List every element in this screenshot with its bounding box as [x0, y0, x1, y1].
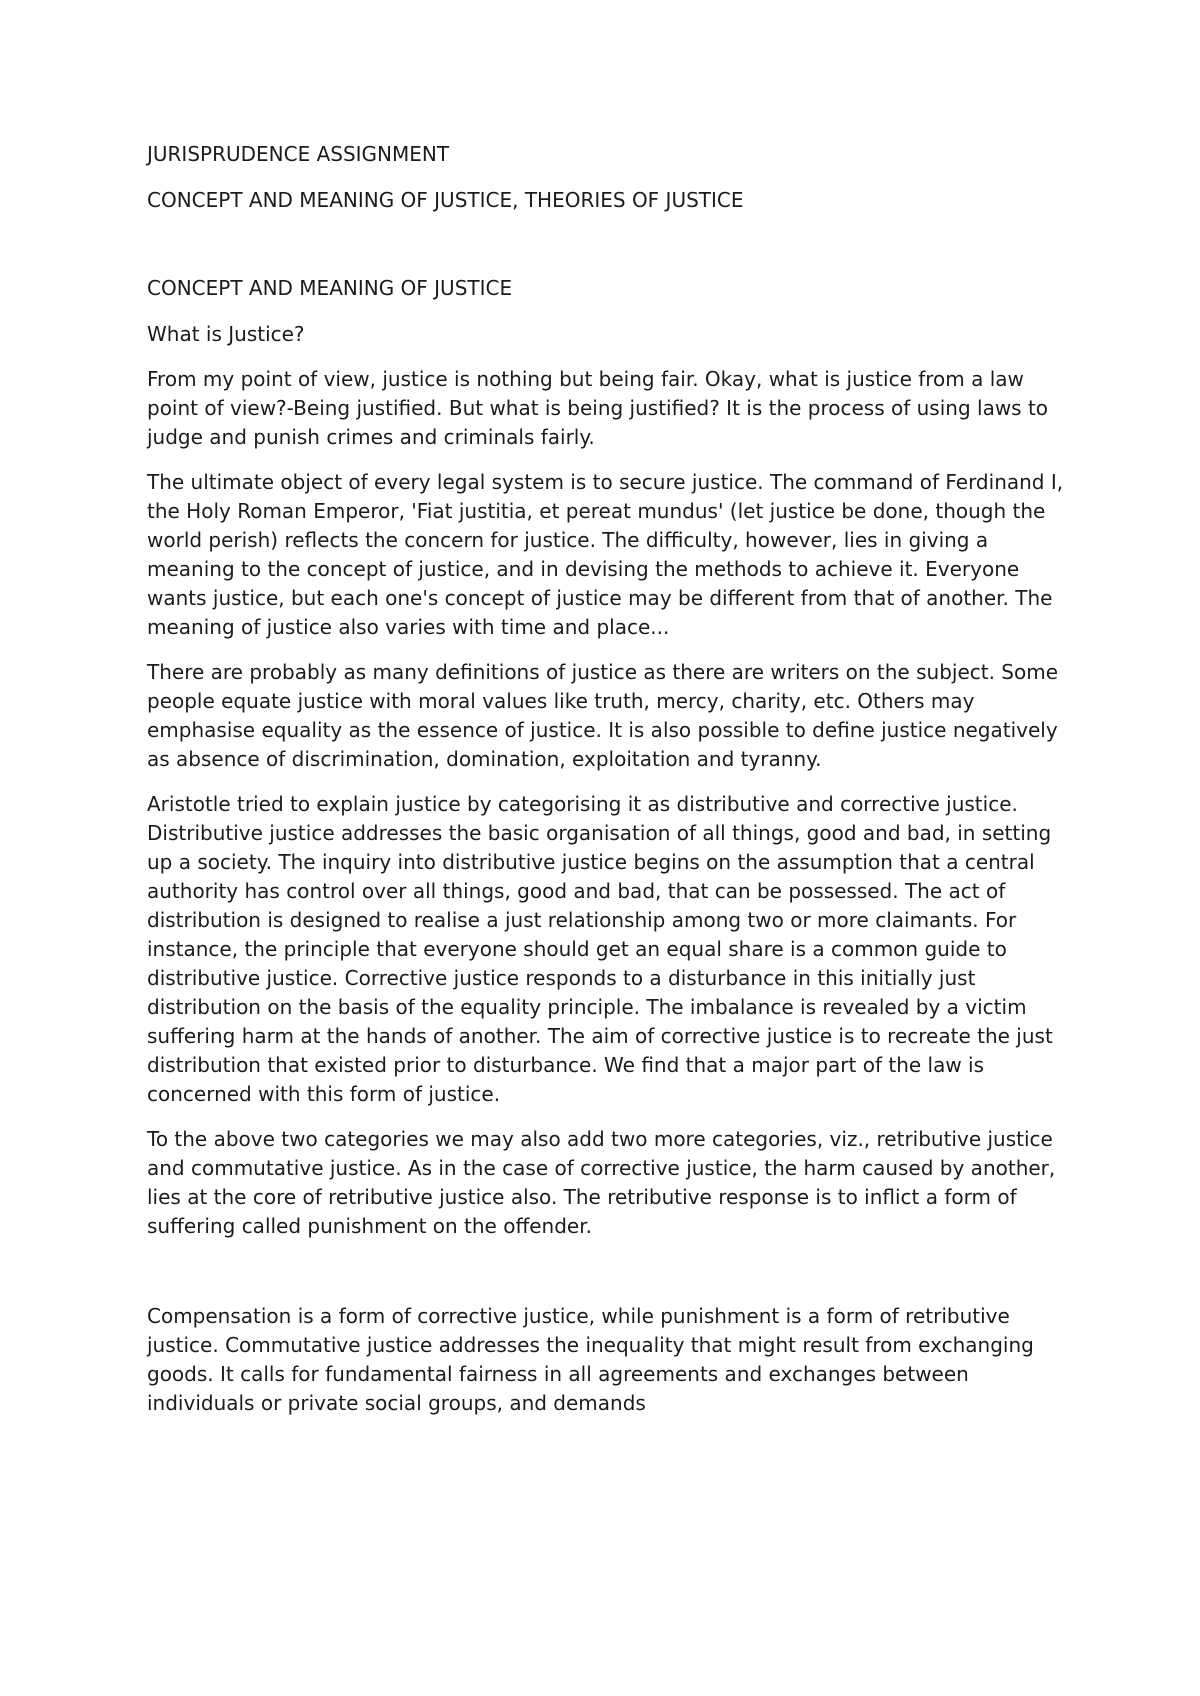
paragraph-definitions: There are probably as many definitions of justice as there are writers on the subject. Some people equate justice with moral values like truth, mercy, charity, etc. Others may emphasise equality as the essence of justice. It is also possible to define justice negatively as absence of discrimination, domination, exploitation and tyranny. — [147, 660, 1059, 771]
paragraph-compensation: Compensation is a form of corrective justice, while punishment is a form of retributive justice. Commutative justice addresses the inequality that might result from exchanging goods. It calls for fundamental fairness in all agreements and exchanges between individuals or private social groups, and demands — [147, 1304, 1034, 1415]
document-page — [147, 140, 1067, 1418]
document-title: JURISPRUDENCE ASSIGNMENT — [147, 142, 450, 166]
paragraph-point-of-view: From my point of view, justice is nothing but being fair. Okay, what is justice from a law point of view?-Being justified. But what is being justified? It is the process of using laws to judge and punish crimes and criminals fairly. — [147, 367, 1049, 449]
paragraph-aristotle: Aristotle tried to explain justice by categorising it as distributive and corrective justice. Distributive justice addresses the basic organisation of all things, good and bad, in setting up a society. The inquiry into distributive justice begins on the assumption that a central authority has control over all things, good and bad, that can be possessed. The act of distribution is designed to realise a just relationship among two or more claimants. For instance, the principle that everyone should get an equal share is a common guide to distributive justice. Corrective justice responds to a disturbance in this initially just distribution on the basis of the equality principle. The imbalance is revealed by a victim suffering harm at the hands of another. The aim of corrective justice is to recreate the just distribution that existed prior to disturbance. We find that a major part of the law is concerned with this form of justice. — [147, 792, 1053, 1106]
question-line: What is Justice? — [147, 322, 305, 346]
paragraph-categories: To the above two categories we may also add two more categories, viz., retributive justice and commutative justice. As in the case of corrective justice, the harm caused by another, lies at the core of retributive justice also. The retributive response is to inflict a form of suffering called punishment on the offender. — [147, 1127, 1056, 1238]
paragraph-ultimate-object: The ultimate object of every legal system is to secure justice. The command of Ferdinand I, the Holy Roman Emperor, 'Fiat justitia, et pereat mundus' (let justice be done, though the world perish) reflects the concern for justice. The difficulty, however, lies in giving a meaning to the concept of justice, and in devising the methods to achieve it. Everyone wants justice, but each one's concept of justice may be different from that of another. The meaning of justice also varies with time and place... — [147, 470, 1064, 639]
section-heading: CONCEPT AND MEANING OF JUSTICE — [147, 276, 513, 300]
document-subtitle: CONCEPT AND MEANING OF JUSTICE, THEORIES OF JUSTICE — [147, 188, 744, 212]
